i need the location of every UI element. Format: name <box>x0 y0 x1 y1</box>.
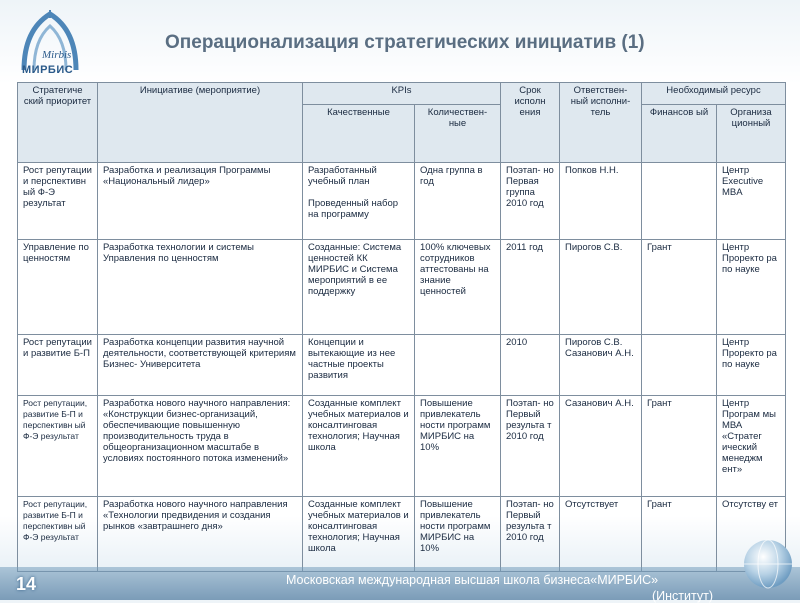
cell-initiative: Разработка технологии и системы Управления по ценностям <box>98 240 303 335</box>
header-priority: Стратегиче ский приоритет <box>18 83 98 163</box>
cell-organizational: Центр Програм мы МВА «Стратег ический менеджм ент» <box>717 396 786 497</box>
logo-script: Mirbis <box>42 49 72 61</box>
header-quantitative: Количествен- ные <box>415 105 501 163</box>
cell-quantitative: Одна группа в год <box>415 163 501 240</box>
header-deadline: Срок исполн ения <box>501 83 560 163</box>
table-row <box>18 497 786 572</box>
cell-responsible: Сазанович А.Н. <box>560 396 642 497</box>
cell-organizational: Центр Проректо ра по науке <box>717 335 786 396</box>
initiatives-table <box>17 82 786 572</box>
table-row <box>18 240 786 335</box>
cell-financial <box>642 335 717 396</box>
table-row <box>18 163 786 240</box>
cell-qualitative: Созданные: Система ценностей КК МИРБИС и Система мероприятий в ее поддержку <box>303 240 415 335</box>
cell-initiative: Разработка нового научного направления «Технологии предвидения и создания рынков «завтрашнего дня» <box>98 497 303 572</box>
header-organizational: Организа ционный <box>717 105 786 163</box>
cell-qualitative: Концепции и вытекающие из нее частные проекты развития <box>303 335 415 396</box>
footer-institute: (Институт) <box>652 589 714 603</box>
cell-qualitative: Созданные комплект учебных материалов и консалтинговая технология; Научная школа <box>303 396 415 497</box>
cell-deadline: 2010 <box>501 335 560 396</box>
cell-priority: Рост репутации и перспективн ый Ф-Э результат <box>18 163 98 240</box>
cell-responsible: Пирогов С.В. <box>560 240 642 335</box>
table-row <box>18 396 786 497</box>
page-title: Операционализация стратегических инициатив (1) <box>165 32 645 53</box>
cell-priority: Рост репутации и развитие Б-П <box>18 335 98 396</box>
cell-responsible: Отсутствует <box>560 497 642 572</box>
logo-brand: МИРБИС <box>22 64 74 76</box>
cell-organizational: Отсутству ет <box>717 497 786 572</box>
cell-quantitative: Повышение привлекатель ности программ МИРБИС на 10% <box>415 497 501 572</box>
table-row <box>18 335 786 396</box>
cell-deadline: Поэтап- но Первый результа т 2010 год <box>501 497 560 572</box>
cell-responsible: Пирогов С.В. Сазанович А.Н. <box>560 335 642 396</box>
cell-quantitative <box>415 335 501 396</box>
cell-initiative: Разработка концепции развития научной деятельности, соответствующей критериям Бизнес- Университета <box>98 335 303 396</box>
header-kpis: KPIs <box>303 83 501 105</box>
cell-qualitative <box>303 163 415 240</box>
globe-icon <box>742 538 794 590</box>
qualitative-item: Проведенный набор на программу <box>308 198 399 220</box>
header-initiative: Инициативе (мероприятие) <box>98 83 303 163</box>
qualitative-item: Разработанный учебный план <box>308 165 377 187</box>
cell-deadline: Поэтап- но Первая группа 2010 год <box>501 163 560 240</box>
cell-deadline: 2011 год <box>501 240 560 335</box>
cell-initiative: Разработка нового научного направления: «Конструкции бизнес-организаций, обеспечивающие повышенную производительность труда в общеорганизационном масштабе в условиях постоянного потока изменений» <box>98 396 303 497</box>
cell-organizational: Центр Проректо ра по науке <box>717 240 786 335</box>
cell-quantitative: Повышение привлекатель ности программ МИРБИС на 10% <box>415 396 501 497</box>
footer-bar <box>0 567 800 603</box>
cell-financial: Грант <box>642 240 717 335</box>
cell-financial: Грант <box>642 396 717 497</box>
footer-school-name: Московская международная высшая школа бизнеса«МИРБИС» <box>286 573 659 587</box>
cell-qualitative: Созданные комплект учебных материалов и консалтинговая технология; Научная школа <box>303 497 415 572</box>
cell-priority: Рост репутации, развитие Б-П и перспективн ый Ф-Э результат <box>18 396 98 497</box>
header-responsible: Ответствен- ный исполни- тель <box>560 83 642 163</box>
cell-initiative: Разработка и реализация Программы «Национальный лидер» <box>98 163 303 240</box>
header-resource: Необходимый ресурс <box>642 83 786 105</box>
header-financial: Финансов ый <box>642 105 717 163</box>
cell-organizational: Центр Executive MBA <box>717 163 786 240</box>
header-row <box>18 83 786 105</box>
cell-responsible: Попков Н.Н. <box>560 163 642 240</box>
cell-priority: Управление по ценностям <box>18 240 98 335</box>
page-number: 14 <box>16 574 37 594</box>
cell-financial: Грант <box>642 497 717 572</box>
cell-quantitative: 100% ключевых сотрудников аттестованы на знание ценностей <box>415 240 501 335</box>
cell-financial <box>642 163 717 240</box>
header-qualitative: Качественные <box>303 105 415 163</box>
cell-priority: Рост репутации, развитие Б-П и перспективн ый Ф-Э результат <box>18 497 98 572</box>
cell-deadline: Поэтап- но Первый результа т 2010 год <box>501 396 560 497</box>
